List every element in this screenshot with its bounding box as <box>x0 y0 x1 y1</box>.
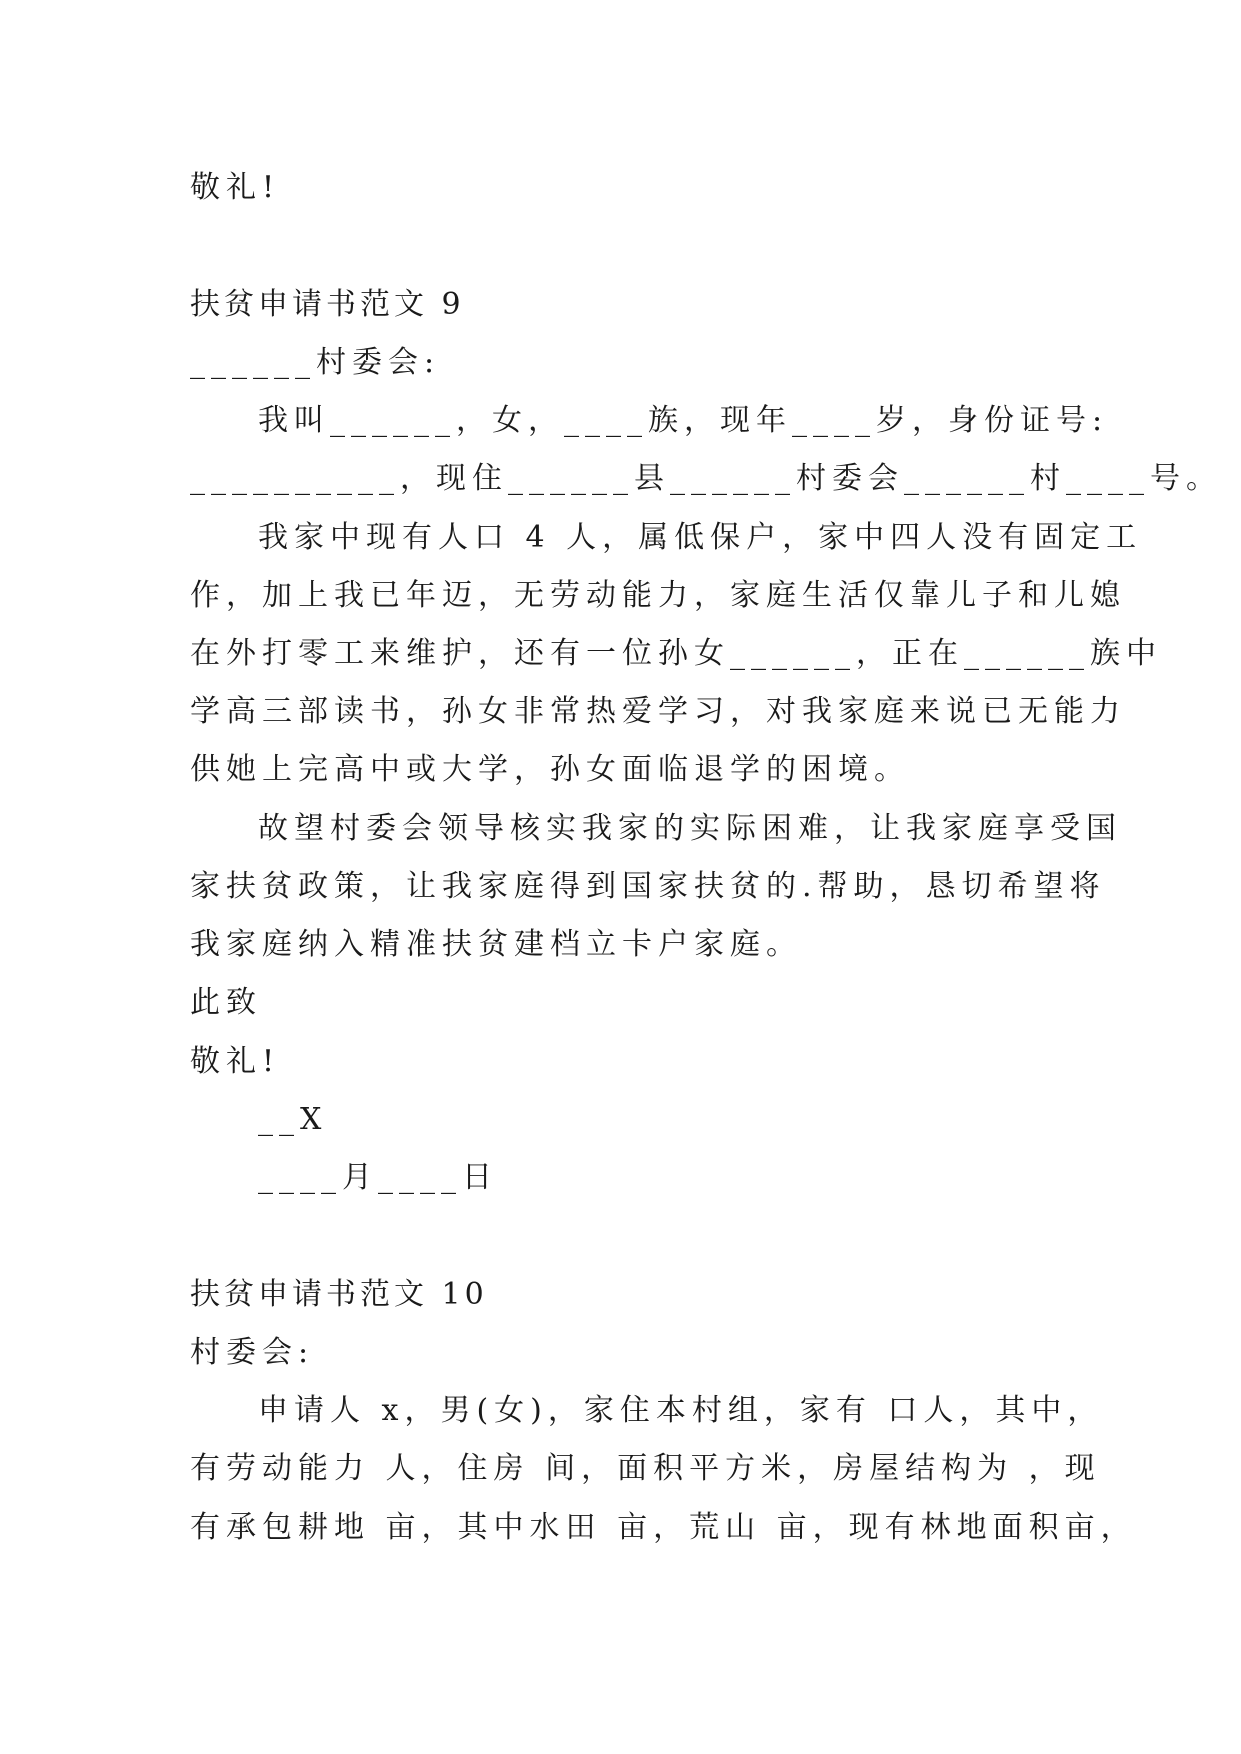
paragraph-line: 供她上完高中或大学，孙女面临退学的困境。 <box>190 752 910 787</box>
paragraph-line: 在外打零工来维护，还有一位孙女______，正在______族中 <box>190 636 1162 671</box>
paragraph-line: 我家中现有人口 4 人，属低保户，家中四人没有固定工 <box>258 520 1143 555</box>
paragraph-line: 我叫______，女，____族，现年____岁，身份证号: <box>258 403 1109 438</box>
paragraph-line: 我家庭纳入精准扶贫建档立卡户家庭。 <box>190 927 802 962</box>
date-line: ____月____日 <box>258 1160 498 1195</box>
paragraph-line: 故望村委会领导核实我家的实际困难，让我家庭享受国 <box>258 811 1122 846</box>
section-heading-10: 扶贫申请书范文 10 <box>190 1277 488 1312</box>
paragraph-line: __________，现住______县______村委会______村____号。 <box>190 461 1222 496</box>
signature-line: __X <box>258 1102 328 1137</box>
closing-salute-line: 敬礼! <box>190 1044 281 1079</box>
closing-salute-line: 敬礼! <box>190 170 281 205</box>
paragraph-line: 家扶贫政策，让我家庭得到国家扶贫的.帮助，恳切希望将 <box>190 869 1106 904</box>
paragraph-line: 学高三部读书，孙女非常热爱学习，对我家庭来说已无能力 <box>190 694 1126 729</box>
closing-line: 此致 <box>190 985 262 1020</box>
paragraph-line: 作，加上我已年迈，无劳动能力，家庭生活仅靠儿子和儿媳 <box>190 578 1126 613</box>
paragraph-line: 申请人 x，男(女)，家住本村组，家有 口人，其中， <box>258 1393 1104 1428</box>
paragraph-line: 有承包耕地 亩，其中水田 亩，荒山 亩，现有林地面积亩， <box>190 1510 1137 1545</box>
addressee-line: ______村委会: <box>190 345 441 380</box>
section-heading-9: 扶贫申请书范文 9 <box>190 287 465 322</box>
addressee-line: 村委会: <box>190 1335 315 1370</box>
paragraph-line: 有劳动能力 人，住房 间，面积平方米，房屋结构为 ，现 <box>190 1451 1101 1486</box>
